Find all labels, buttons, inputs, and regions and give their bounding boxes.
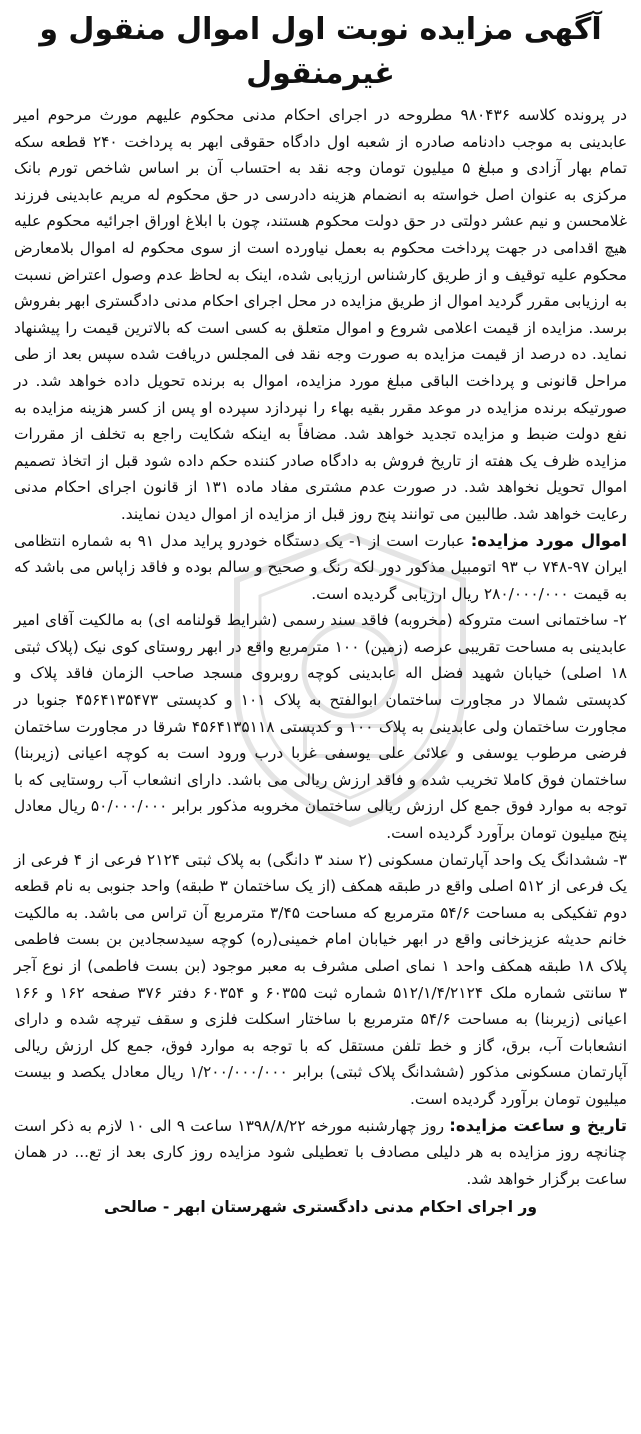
notice-intro: در پرونده کلاسه ۹۸۰۴۳۶ مطروحه در اجرای احکام مدنی محکوم علیهم مورث مرحوم امیر عابدینی به موجب دادنامه صادره از شعبه اول دادگاه حقوقی ابهر به پرداخت ۲۴۰ قطعه سکه تمام بهار آزادی و مبلغ ۵ میلیون تومان وجه نقد به احتساب آن بر اساس شاخص تورم بانک مرکزی به عنوان اصل خواسته به انضمام هزینه دادرسی در حق محکوم له مریم عابدینی فرزند غلامحسن و نیم عشر دولتی در حق دولت محکوم هستند، چون با ابلاغ اوراق اجرائیه محکوم علیه هیچ اقدامی در جهت پرداخت محکوم به بعمل نیاورده است از سوی محکوم له اموال بلامعارض محکوم علیه توقیف و از طریق کارشناس ارزیابی شده، اینک به لحاظ عدم وصول اعتراض نسبت به ارزیابی مقرر گردید اموال از طریق مزایده در محل اجرای احکام مدنی دادگستری ابهر بفروش برسد. مزایده از قیمت اعلامی شروع و اموال متعلق به کسی است که بالاترین قیمت را پیشنهاد نماید. ده درصد از قیمت مزایده به صورت وجه نقد فی المجلس دریافت شده سپس بعد از طی مراحل قانونی و پرداخت الباقی مبلغ مورد مزایده، اموال به برنده تحویل داده خواهد شد. در صورتیکه برنده مزایده در موعد مقرر بقیه بهاء را نپردازد سپرده او پس از کسر هزینه مزایده به نفع دولت ضبط و مزایده تجدید خواهد شد. مضافاً به اینکه شکایت راجع به تخلف از مقررات مزایده ظرف یک هفته از تاریخ فروش به دادگاه صادر کننده حکم داده شود قبل از اتخاذ تصمیم اموال تحویل نخواهد شد. در صورت عدم مشتری مفاد ماده ۱۳۱ از قانون اجرای احکام مدنی رعایت خواهد شد. طالبین می توانند پنج روز قبل از مزایده از اموال دیدن نمایند. bbox=[14, 106, 628, 523]
items-heading: اموال مورد مزایده: bbox=[470, 530, 628, 550]
datetime-heading: تاریخ و ساعت مزایده: bbox=[449, 1115, 627, 1135]
signature: ور اجرای احکام مدنی دادگستری شهرستان ابهر - صالحی bbox=[104, 1198, 537, 1217]
datetime-text: روز چهارشنبه مورخه ۱۳۹۸/۸/۲۲ ساعت ۹ الی ۱۰ لازم به ذکر است چنانچه روز مزایده به هر دلیلی مصادف با تعطیلی شود مزایده روز کاری بعد از تع... در همان ساعت برگزار خواهد شد. bbox=[14, 1116, 627, 1188]
auction-item-3: ۳- ششدانگ یک واحد آپارتمان مسکونی (۲ سند ۳ دانگی) به پلاک ثبتی ۲۱۲۴ فرعی از ۴ فرعی از یک فرعی از ۵۱۲ اصلی واقع در طبقه همکف (از یک ساختمان ۳ طبقه) واحد جنوبی به نام قطعه دوم تفکیکی به مساحت ۵۴/۶ مترمربع که مساحت ۳/۴۵ مترمربع آن تراس می باشد. به مالکیت خانم حدیثه عزیزخانی واقع در ابهر خیابان امام خمینی(ره) کوچه سیدسجادین بن بست فاطمی پلاک ۱۸ طبقه همکف واحد ۱ نمای اصلی مشرف به معبر موجود (بن بست فاطمی) از نوع آجر ۳ سانتی شماره ملک ۵۱۲/۱/۴/۲۱۲۴ شماره ثبت ۶۰۳۵۵ و ۶۰۳۵۴ دفتر ۳۷۶ صفحه ۱۶۲ و ۱۶۶ اعیانی (زیربنا) به مساحت ۵۴/۶ مترمربع با ساختار اسکلت فلزی و سقف تیرچه شده و دارای انشعابات آب، برق، گاز و خط تلفن مستقل که با توجه به موارد فوق، جمع کل ارزش ریالی آپارتمان مسکونی مذکور (ششدانگ پلاک ثبتی) برابر ۱/۲۰۰/۰۰۰/۰۰۰ ریال معادل یکصد و بیست میلیون تومان برآورد گردیده است. bbox=[14, 850, 628, 1108]
auction-datetime bbox=[14, 1113, 627, 1193]
auction-item-2: ۲- ساختمانی است متروکه (مخروبه) فاقد سند رسمی (شرایط قولنامه ای) به مالکیت آقای امیر عابدینی به مساحت تقریبی عرصه (زمین) ۱۰۰ مترمربع واقع در ابهر روستای کوی نیک (پلاک ثبتی ۱۸ اصلی) خیابان شهید فضل اله عابدینی کوچه روبروی مسجد صاحب الزمان فاقد پلاک و کدپستی شمالا در مجاورت ساختمان ابوالفتح به پلاک ۱۰۱ و کدپستی ۴۵۶۴۱۳۵۴۷۳ جنوبا در مجاورت ساختمان ولی عابدینی به پلاک ۱۰۰ و کدپستی ۴۵۶۴۱۳۵۱۱۸ شرقا در مجاورت ساختمان فرضی مرطوب یوسفی و علائی علی یوسفی غربا درب ورود است به کوچه اعیانی (زیربنا) ساختمان فوق کاملا تخریب شده و فاقد ارزش ریالی می باشد. دارای انشعاب آب روستایی که با توجه به موارد فوق جمع کل ارزش ریالی ساختمان مخروبه مذکور برابر ۵۰/۰۰۰/۰۰۰ ریال معادل پنج میلیون تومان برآورد گردیده است. bbox=[14, 611, 628, 843]
auction-item-1 bbox=[14, 528, 627, 608]
notice-title: آگهی مزایده نوبت اول اموال منقول و غیرمنقول bbox=[39, 12, 602, 91]
auction-item-1-text: عبارت است از ۱- یک دستگاه خودرو پراید مدل ۹۱ به شماره انتظامی ایران ۹۷-۷۴۸ ب ۹۳ اتومبیل مذکور دور لکه رنگ و صحیح و سالم بوده و فاقد زاپاس می باشد که به قیمت ۲۸۰/۰۰۰/۰۰۰ ریال ارزیابی گردیده است. bbox=[14, 531, 627, 603]
